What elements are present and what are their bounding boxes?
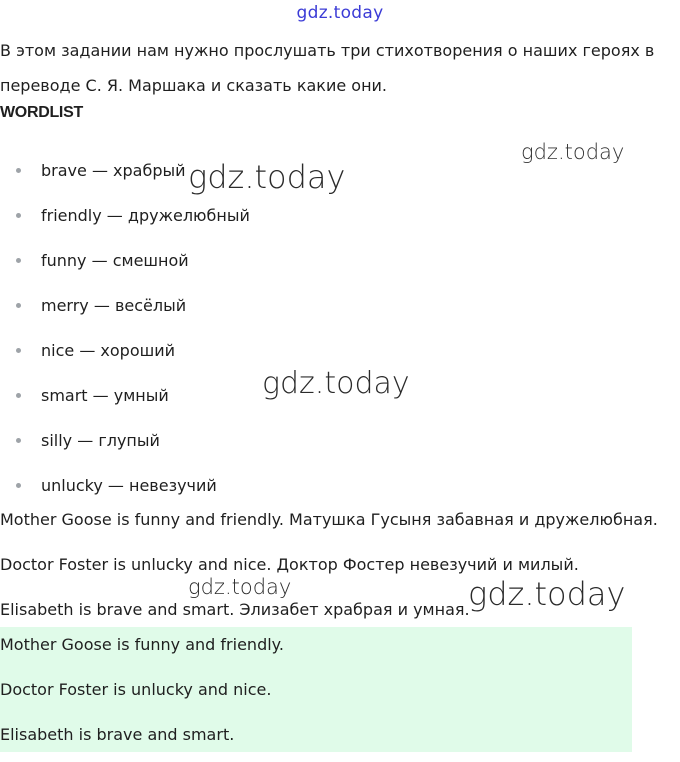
watermark: gdz.today — [468, 575, 626, 613]
word-entry: funny — смешной — [41, 251, 189, 270]
bullet-icon — [16, 303, 21, 308]
word-entry: silly — глупый — [41, 431, 160, 450]
translation-statements — [0, 503, 658, 638]
answer-box — [0, 627, 632, 752]
statement-line: Doctor Foster is unlucky and nice. Доктор Фостер невезучий и милый. — [0, 555, 579, 574]
list-item — [0, 419, 250, 464]
bullet-icon — [16, 393, 21, 398]
watermark: gdz.today — [188, 575, 292, 599]
answer-line: Elisabeth is brave and smart. — [0, 725, 235, 744]
statement-line: Elisabeth is brave and smart. Элизабет храбрая и умная. — [0, 600, 470, 619]
wordlist — [0, 149, 250, 509]
watermark: gdz.today — [521, 140, 625, 164]
word-entry: unlucky — невезучий — [41, 476, 217, 495]
list-item — [0, 194, 250, 239]
site-logo[interactable]: gdz.today — [296, 3, 384, 23]
word-entry: friendly — дружелюбный — [41, 206, 250, 225]
list-item — [0, 149, 250, 194]
word-entry: merry — весёлый — [41, 296, 187, 315]
bullet-icon — [16, 258, 21, 263]
answer-line: Doctor Foster is unlucky and nice. — [0, 680, 272, 699]
list-item — [0, 374, 250, 419]
wordlist-heading: WORDLIST — [0, 104, 83, 121]
watermark: gdz.today — [188, 158, 346, 196]
bullet-icon — [16, 213, 21, 218]
word-entry: brave — храбрый — [41, 161, 186, 180]
word-entry: smart — умный — [41, 386, 169, 405]
bullet-icon — [16, 348, 21, 353]
list-item — [0, 329, 250, 374]
list-item — [0, 239, 250, 284]
bullet-icon — [16, 483, 21, 488]
bullet-icon — [16, 438, 21, 443]
answer-line: Mother Goose is funny and friendly. — [0, 635, 284, 654]
watermark: gdz.today — [262, 366, 410, 401]
list-item — [0, 284, 250, 329]
word-entry: nice — хороший — [41, 341, 176, 360]
bullet-icon — [16, 168, 21, 173]
statement-line: Mother Goose is funny and friendly. Матушка Гусыня забавная и дружелюбная. — [0, 510, 658, 529]
intro-paragraph: В этом задании нам нужно прослушать три стихотворения о наших героях в переводе С. Я. Маршака и сказать какие они. — [0, 41, 655, 95]
